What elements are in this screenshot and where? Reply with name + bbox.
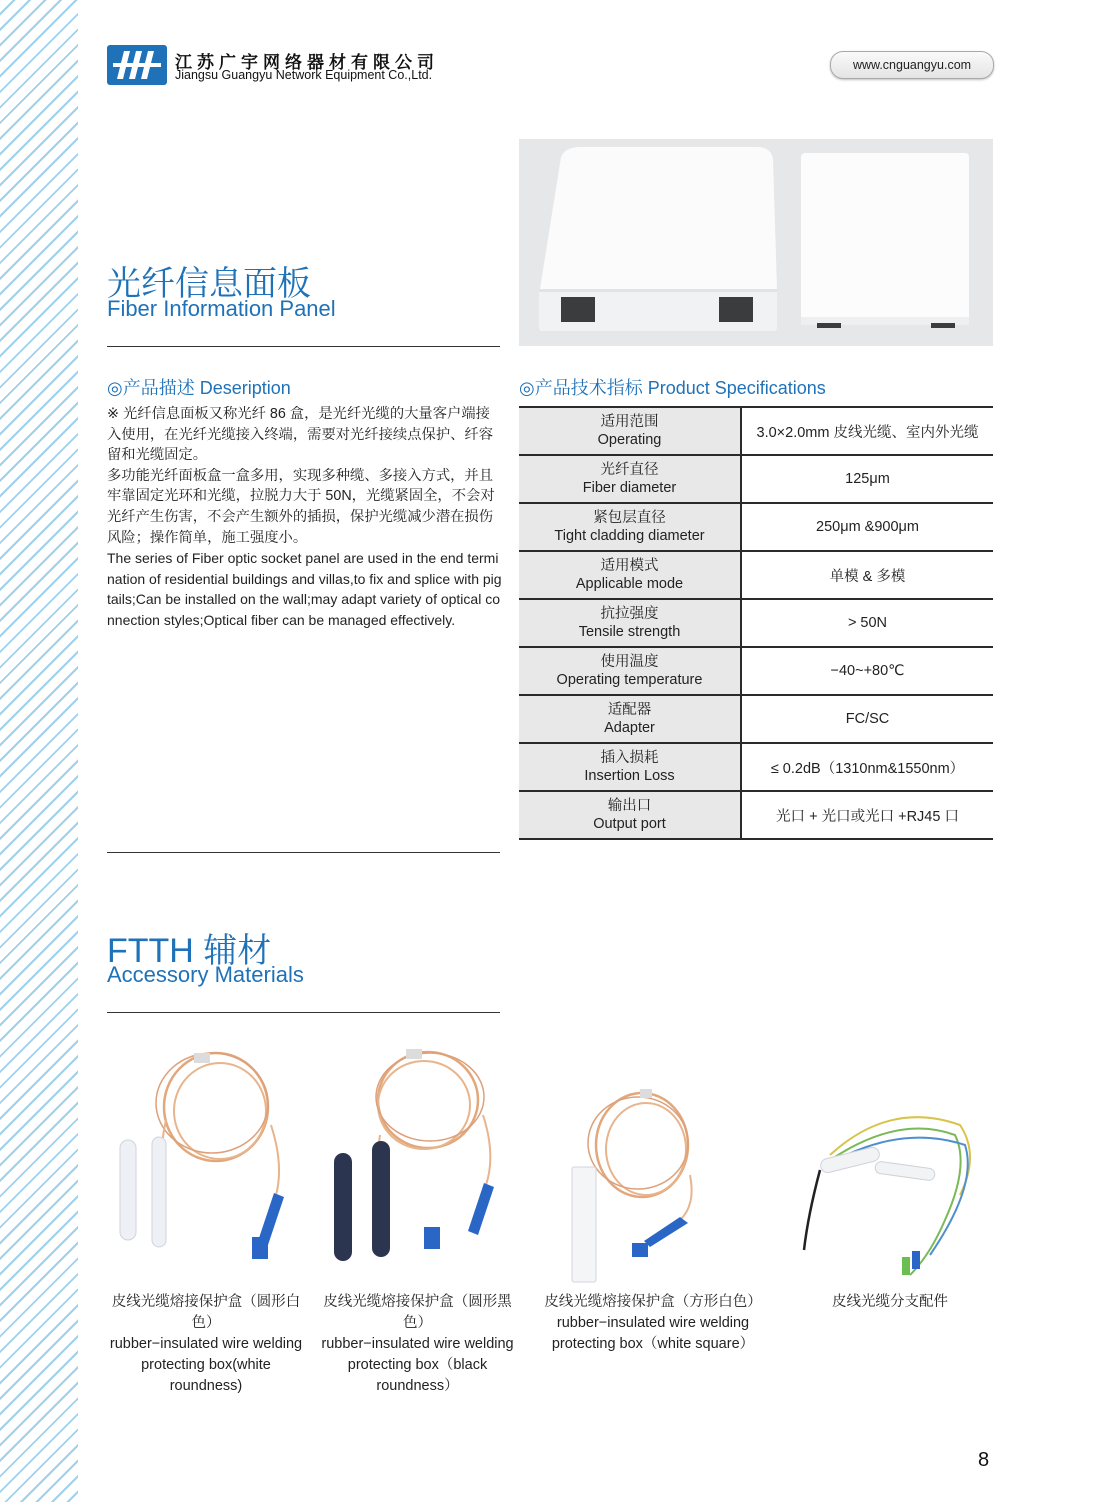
accessory-caption (790, 1292, 990, 1313)
description-para-en: The series of Fiber optic socket panel are used in the end termination of residential buildings and villas,to fix and splice with pigtails;Can be installed on the wall;may adapt variety of optical connection styles;Optical fiber can be managed effectively. (107, 550, 502, 628)
accessory-caption-en: rubber−insulated wire welding protecting box（white square） (551, 1315, 755, 1352)
spec-value: 3.0×2.0mm 皮线光缆、室内外光缆 (741, 407, 993, 455)
spec-value: 250μm &900μm (741, 503, 993, 551)
product-photo (519, 139, 993, 346)
accessory-image-white-square (540, 1045, 740, 1290)
company-name-en: Jiangsu Guangyu Network Equipment Co.,Ltd. (175, 68, 433, 82)
description-para-cn-2: 多功能光纤面板盒一盒多用，实现多种缆、多接入方式，并且牢靠固定光环和光缆，拉脱力大于 50N，光缆紧固全，不会对光纤产生伤害，不会产生额外的插损，保护光缆减少潜在损伤风险；操作简单，施工强度小。 (107, 467, 495, 546)
spec-label: 插入损耗 Insertion Loss (519, 743, 741, 791)
spec-row (519, 743, 993, 791)
accessory-caption-en: rubber−insulated wire welding protecting box（black roundness） (321, 1336, 514, 1394)
spec-label: 光纤直径 Fiber diameter (519, 455, 741, 503)
accessory-caption (533, 1292, 773, 1355)
spec-row (519, 551, 993, 599)
spec-row (519, 455, 993, 503)
company-logo (107, 45, 167, 85)
description-heading: ◎产品描述 Deseription (107, 378, 291, 398)
website-badge[interactable]: www.cnguangyu.com (830, 51, 994, 79)
description-body (107, 404, 502, 631)
spec-row (519, 503, 993, 551)
company-name-cn: 江苏广宇网络器材有限公司 (175, 53, 439, 72)
accessory-caption-cn: 皮线光缆熔接保护盒（方形白色） (544, 1294, 762, 1310)
accessory-image-black-round (318, 1045, 518, 1290)
spec-label: 紧包层直径 Tight cladding diameter (519, 503, 741, 551)
accessory-caption-en: rubber−insulated wire welding protecting box(white roundness) (109, 1336, 303, 1394)
spec-value: 光口 + 光口或光口 +RJ45 口 (741, 791, 993, 839)
spec-label: 使用温度 Operating temperature (519, 647, 741, 695)
divider (107, 852, 500, 853)
accessory-caption-cn: 皮线光缆熔接保护盒（圆形黑色） (323, 1294, 512, 1331)
divider (107, 346, 500, 347)
specs-heading: ◎产品技术指标 Product Specifications (519, 378, 826, 398)
spec-value: 单模 & 多模 (741, 551, 993, 599)
spec-label: 输出口 Output port (519, 791, 741, 839)
spec-value: −40~+80℃ (741, 647, 993, 695)
accessory-image-white-round (106, 1045, 306, 1290)
spec-label: 抗拉强度 Tensile strength (519, 599, 741, 647)
spec-value: ≤ 0.2dB（1310nm&1550nm） (741, 743, 993, 791)
spec-row (519, 695, 993, 743)
description-para-cn-1: ※ 光纤信息面板又称光纤 86 盒，是光纤光缆的大量客户端接入使用，在光纤光缆接入终端，需要对光纤接续点保护、纤容留和光缆固定。 (107, 406, 494, 464)
accessory-caption (320, 1292, 515, 1397)
accessory-caption (107, 1292, 305, 1397)
spec-row (519, 407, 993, 455)
spec-row (519, 599, 993, 647)
spec-value: > 50N (741, 599, 993, 647)
spec-row (519, 647, 993, 695)
spec-value: FC/SC (741, 695, 993, 743)
spec-row (519, 791, 993, 839)
section-title-cn: 光纤信息面板 (107, 265, 311, 303)
spec-label: 适用模式 Applicable mode (519, 551, 741, 599)
spec-table (519, 406, 993, 840)
section-title-en: Fiber Information Panel (107, 296, 336, 321)
accessory-image-branch (790, 1045, 990, 1290)
spec-value: 125μm (741, 455, 993, 503)
divider (107, 1012, 500, 1013)
spec-label: 适配器 Adapter (519, 695, 741, 743)
section-title-cn: FTTH 辅材 (107, 932, 272, 970)
page-number: 8 (978, 1449, 990, 1471)
accessory-caption-cn: 皮线光缆分支配件 (832, 1294, 948, 1310)
section-title-en: Accessory Materials (107, 962, 304, 987)
spec-label: 适用范围 Operating (519, 407, 741, 455)
accessory-caption-cn: 皮线光缆熔接保护盒（圆形白色） (111, 1294, 301, 1331)
decorative-stripe (0, 0, 78, 1502)
